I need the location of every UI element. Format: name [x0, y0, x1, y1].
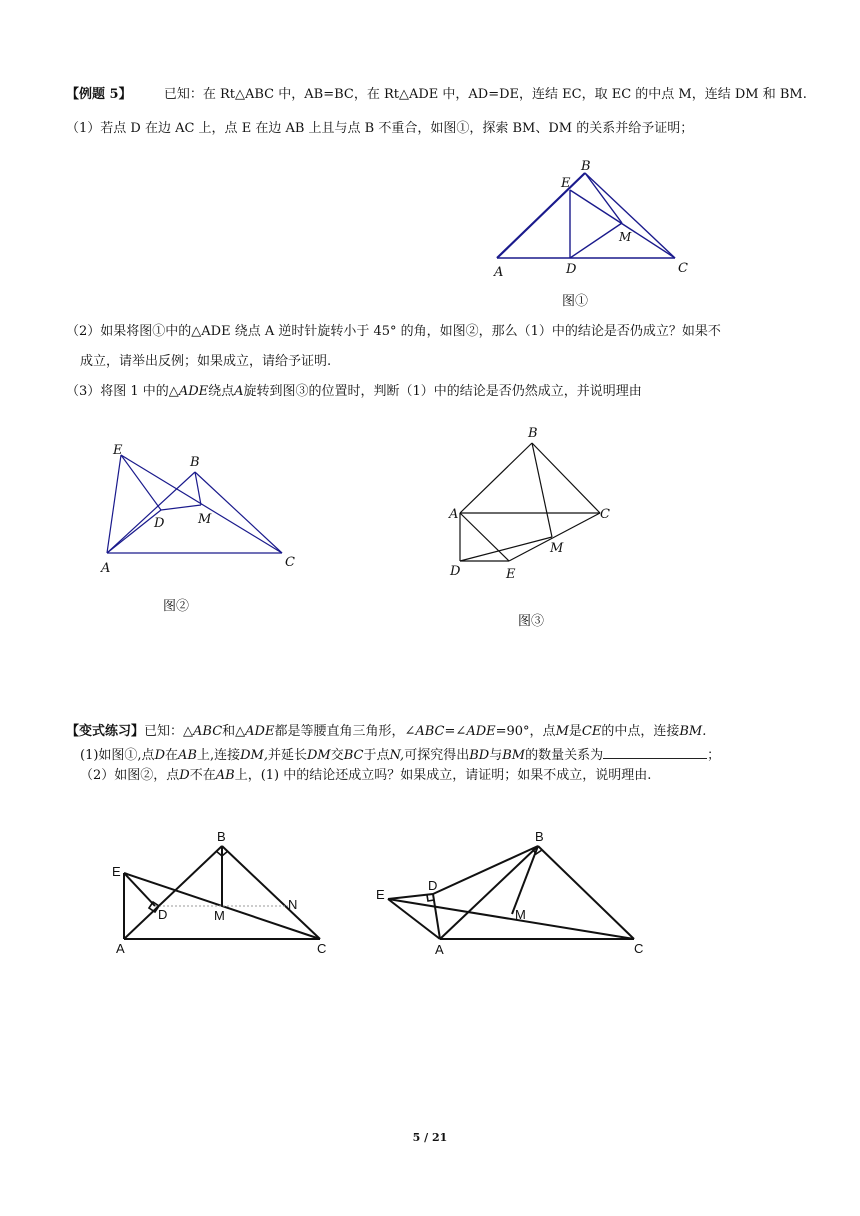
variant-line3: （2）如图②，点D不在AB上，(1) 中的结论还成立吗？如果成立，请证明；如果不成立，说明理由.: [80, 768, 652, 783]
vfig2-segment-ab: [440, 846, 538, 939]
fig3-segment-ae: [460, 513, 509, 561]
example5-q2-line2: 成立，请举出反例；如果成立，请给予证明.: [80, 354, 332, 369]
fig3-label-c: C: [600, 507, 610, 522]
vfig1-label-n: N: [288, 897, 298, 912]
fig1-segment-bm: [585, 173, 622, 223]
fig2-segment-ec: [121, 455, 282, 553]
variant-line1: 【变式练习】已知：△ABC和△ADE都是等腰直角三角形，∠ABC=∠ADE=90°，点M是CE的中点，连接BM.: [66, 724, 707, 739]
fig3-label-a: A: [449, 507, 459, 522]
variant-figure-2: [372, 826, 662, 961]
vfig1-label-c: C: [317, 941, 327, 956]
fig2-label-m: M: [198, 512, 212, 527]
fig2-label-b: B: [190, 455, 200, 470]
example5-q1: （1）若点 D 在边 AC 上，点 E 在边 AB 上且与点 B 不重合，如图①，探索 BM、DM 的关系并给予证明；: [66, 121, 694, 136]
fig2-label-d: D: [154, 516, 165, 531]
vfig2-segment-ed: [388, 894, 433, 899]
fig1-label-b: B: [581, 159, 591, 174]
variant-tag: 【变式练习】: [66, 724, 145, 739]
vfig2-label-d: D: [428, 878, 438, 893]
fig3-label-d: D: [450, 564, 461, 579]
variant-figure-1: [110, 826, 340, 961]
example5-heading: [66, 86, 807, 104]
fig3-label-e: E: [506, 567, 516, 582]
vfig2-label-a: A: [435, 942, 444, 957]
fig1-label-m: M: [619, 230, 632, 244]
page-number: 5 / 21: [412, 1131, 448, 1144]
example5-tag: 【例题 5】: [66, 87, 132, 102]
fig2-segment-ab: [107, 472, 195, 553]
fig2-segment-ae: [107, 455, 121, 553]
figure-2: [95, 440, 305, 580]
fig1-segment-ab: [497, 173, 585, 258]
fig1-segment-dm: [570, 223, 622, 258]
vfig1-label-b: B: [217, 829, 226, 844]
example5-q2-line1: （2）如果将图①中的△ADE 绕点 A 逆时针旋转小于 45° 的角，如图②，那么（1）中的结论是否仍成立？如果不: [66, 324, 721, 339]
vfig1-label-e: E: [112, 864, 121, 879]
fig2-segment-dm: [161, 505, 201, 510]
figure-1: [480, 155, 710, 315]
vfig2-segment-ec: [388, 899, 634, 939]
fig3-segment-ab: [460, 443, 532, 513]
vfig2-label-m: M: [515, 907, 526, 922]
fig2-label-c: C: [285, 555, 295, 570]
fig1-label-d: D: [566, 262, 577, 277]
vfig1-label-m: M: [214, 908, 225, 923]
answer-blank[interactable]: [603, 745, 707, 759]
vfig2-label-c: C: [634, 941, 644, 956]
fig2-label-a: A: [101, 561, 111, 576]
fig1-label-c: C: [678, 261, 688, 276]
fig2-segment-ad: [107, 510, 161, 553]
fig3-segment-bm: [532, 443, 552, 537]
vfig1-label-a: A: [116, 941, 125, 956]
example5-q3: （3）将图 1 中的△ADE绕点A旋转到图③的位置时，判断（1）中的结论是否仍然成立，并说明理由: [66, 384, 642, 399]
fig1-segment-bc: [585, 173, 675, 258]
fig1-label-a: A: [494, 265, 504, 280]
fig3-label-b: B: [528, 426, 538, 441]
vfig2-segment-ae: [388, 899, 440, 939]
figure-3-caption: 图③: [518, 614, 545, 629]
example5-text: 已知：在 Rt△ABC 中，AB=BC，在 Rt△ADE 中，AD=DE，连结 EC，取 EC 的中点 M，连结 DM 和 BM.: [163, 87, 807, 102]
fig1-label-e: E: [561, 176, 571, 191]
figure-2-caption: 图②: [163, 599, 190, 614]
vfig1-label-d: D: [158, 907, 168, 922]
variant-line2: (1)如图①,点D在AB上,连接DM,并延长DM交BC于点N,可探究得出BD与BM的数量关系为 ；: [80, 745, 720, 765]
fig2-label-e: E: [113, 443, 123, 458]
fig3-label-m: M: [550, 541, 564, 556]
figure-1-caption: 图①: [562, 294, 589, 309]
fig3-segment-bc: [532, 443, 600, 513]
vfig2-label-b: B: [535, 829, 544, 844]
vfig1-segment-ab: [124, 846, 222, 939]
fig2-segment-ed: [121, 455, 161, 510]
vfig1-segment-bc: [222, 846, 320, 939]
figure-3: [440, 420, 640, 590]
vfig2-label-e: E: [376, 887, 385, 902]
